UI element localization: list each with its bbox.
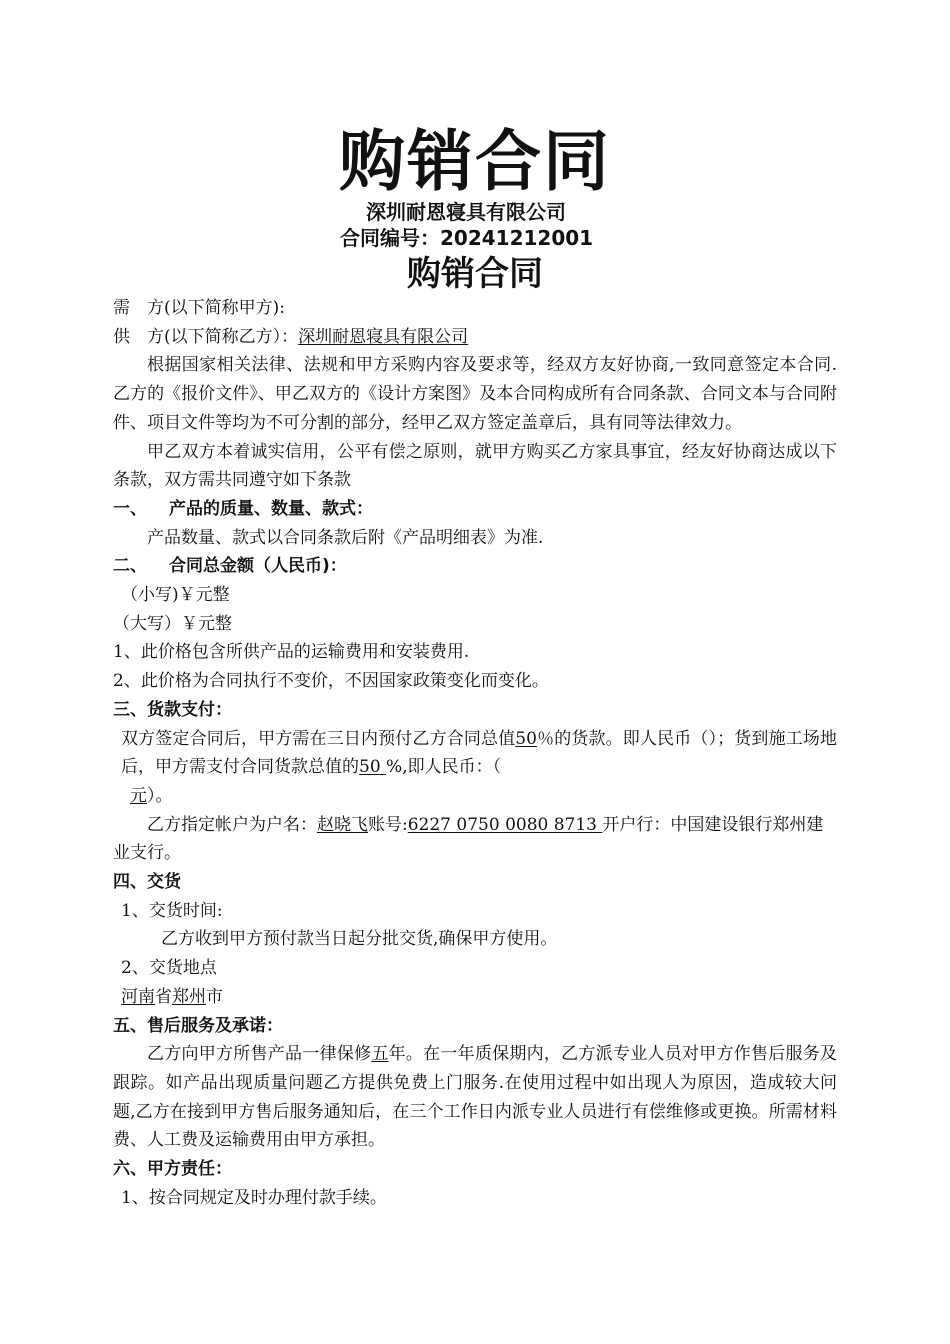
account-number: 6227 0750 0080 8713 [407, 814, 603, 835]
seller-label: 供 方(以下简称乙方）： [113, 326, 299, 347]
payment-text-4: ）。 [147, 785, 173, 806]
document-title: 购销合同 [339, 123, 611, 200]
section-2-number: 二、 [113, 556, 147, 577]
yuan-blank: 元 [130, 785, 147, 806]
delivery-time-label: 1、交货时间: [121, 900, 223, 921]
section-3-heading: 三、货款支付： [113, 699, 232, 720]
account-holder: 赵晓飞 [317, 814, 368, 835]
contract-number-value: 20241212001 [440, 226, 594, 250]
payment-text-2: ％的货款。即人民币（）；货到施工场地后，甲方需支付合同货款总值的 [121, 728, 838, 778]
amount-uppercase: （大写）￥元整 [113, 613, 232, 634]
payment-text-1: 双方签定合同后，甲方需在三日内预付乙方合同总值 [121, 728, 516, 749]
seller-line [113, 323, 837, 352]
contract-number [340, 224, 593, 252]
city-suffix: 市 [206, 986, 223, 1007]
price-note-1: 1、此价格包含所供产品的运输费用和安装费用. [113, 642, 470, 663]
payment-yuan-line [113, 782, 837, 811]
prepay-percent: 50 [515, 728, 537, 749]
intro-paragraph-2: 甲乙双方本着诚实信用，公平有偿之原则，就甲方购买乙方家具事宜，经友好协商达成以下条款，双方需共同遵守如下条款 [113, 441, 837, 491]
section-2-heading [113, 552, 837, 581]
bank-name: 开户行：中国建设银行郑州建业支行。 [113, 814, 824, 864]
after-sales-text [113, 1040, 837, 1155]
delivery-place [113, 983, 837, 1012]
account-label: 乙方指定帐户为户名： [147, 814, 317, 835]
section-5-heading: 五、售后服务及承诺： [113, 1015, 283, 1036]
document-subtitle: 购销合同 [407, 254, 543, 294]
intro-paragraph-1: 根据国家相关法律、法规和甲方采购内容及要求等，经双方友好协商,一致同意签定本合同.乙方的《报价文件》、甲乙双方的《设计方案图》及本合同构成所有合同条款、合同文本与合同附件、项目文件等均为不可分割的部分，经甲乙双方签定盖章后，具有同等法律效力。 [113, 355, 837, 433]
company-name: 深圳耐恩寝具有限公司 [366, 200, 566, 224]
bank-account-info [113, 811, 837, 868]
price-note-2: 2、此价格为合同执行不变价，不因国家政策变化而变化。 [113, 671, 549, 692]
payment-terms [113, 725, 837, 782]
section-1-heading [113, 495, 837, 524]
buyer-duty-1: 1、按合同规定及时办理付款手续。 [121, 1187, 387, 1208]
balance-percent: 50 [359, 757, 387, 778]
after-sales-text-2: 年。在一年质保期内，乙方派专业人员对甲方作售后服务及跟踪。如产品出现质量问题乙方提供免费上门服务.在使用过程中如出现人为原因，造成较大问题,乙方在接到甲方售后服务通知后，在三个工作日内派专业人员进行有偿维修或更换。所需材料费、人工费及运输费用由甲方承担。 [113, 1044, 838, 1151]
account-number-label: 账号: [368, 814, 408, 835]
delivery-time-text: 乙方收到甲方预付款当日起分批交货,确保甲方使用。 [161, 929, 558, 950]
contract-number-label: 合同编号： [340, 226, 440, 250]
buyer-line: 需 方(以下简称甲方): [113, 298, 285, 318]
contract-body [113, 294, 837, 1213]
section-1-number: 一、 [113, 498, 147, 519]
seller-name: 深圳耐恩寝具有限公司 [298, 326, 469, 347]
warranty-years: 五 [371, 1044, 389, 1065]
section-4-heading: 四、交货 [113, 872, 181, 893]
amount-lowercase: （小写)￥元整 [121, 585, 230, 606]
section-1-text: 产品数量、款式以合同条款后附《产品明细表》为准. [147, 527, 544, 548]
payment-text-3: %,即人民币：（ [386, 757, 502, 778]
delivery-place-label: 2、交货地点 [121, 958, 217, 979]
city: 郑州 [172, 986, 206, 1007]
section-2-title: 合同总金额（人民币)： [169, 556, 347, 577]
province: 河南 [121, 986, 155, 1007]
after-sales-text-1: 乙方向甲方所售产品一律保修 [147, 1044, 372, 1065]
province-suffix: 省 [155, 986, 172, 1007]
section-6-heading: 六、甲方责任： [113, 1159, 232, 1180]
section-1-title: 产品的质量、数量、款式： [169, 498, 373, 519]
